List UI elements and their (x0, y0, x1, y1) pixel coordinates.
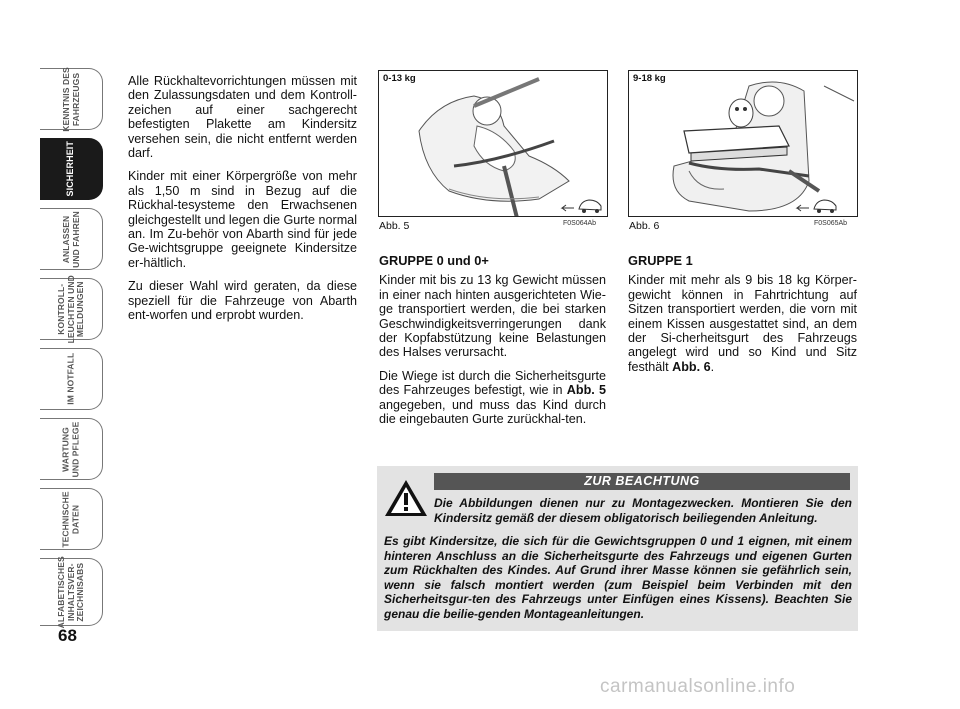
paragraph: Kinder mit einer Körpergröße von mehr als 1,50 m sind in Bezug auf die Rückhal-tesysteme den Erwachsenen gleichgestellt und legen die Gurte normal an. Im Zu-behör von Abarth sind für jede Ge-wichtsgruppe geeignete Kindersitze er-hältlich. (128, 169, 357, 270)
car-direction-icon (562, 200, 601, 213)
warning-text: Es gibt Kindersitze, die sich für die Gewichtsgruppen 0 und 1 eignen, mit einem hinteren Anschluss an die Sicherheitsgurte des Fahrzeugs und eigenen Gurten zum Rückhalten des Kindes. Auf Grund ihrer Masse können sie gefährlich sein, wenn sie falsch montiert werden (zum Beispiel beim Verbinden mit den Sicherheitsgur-ten des Fahrzeugs unter Einfügen eines Kissens). Beachten Sie genau die beilie-genden Montageanleitungen. (384, 534, 852, 621)
tab-anlassen-und-fahren[interactable] (40, 208, 103, 270)
figure-reference: Abb. 6 (672, 359, 711, 374)
group-1-column (628, 254, 857, 383)
watermark: carmanualsonline.info (600, 676, 796, 697)
warning-text: Die Abbildungen dienen nur zu Montagezwecken. Montieren Sie den Kindersitz gemäß der diesem obligatorisch beiliegenden Anleitung. (434, 496, 852, 525)
tab-label: SICHERHEIT (65, 141, 76, 197)
figure-code: F0S065Ab (814, 220, 848, 227)
tab-kenntnis-des-fahrzeugs[interactable] (40, 68, 103, 130)
figure-child-seat-cushion (628, 70, 858, 217)
warning-title: ZUR BEACHTUNG (434, 473, 850, 490)
tab-sicherheit[interactable] (40, 138, 103, 200)
car-direction-icon (797, 200, 836, 213)
weight-group-tag: 0-13 kg (383, 73, 416, 84)
figure-caption: Abb. 5 (379, 220, 410, 232)
intro-column (128, 74, 357, 332)
tab-inhaltsverzeichnis[interactable] (40, 555, 103, 629)
figure-infant-carrier (378, 70, 608, 217)
figure-caption: Abb. 6 (629, 220, 660, 232)
paragraph: Zu dieser Wahl wird geraten, da diese speziell für die Fahrzeuge von Abarth ent-worfen und erprobt wurden. (128, 279, 357, 323)
tab-label: TECHNISCHE DATEN (60, 490, 80, 548)
figure-code: F0S064Ab (563, 220, 597, 227)
tab-technische-daten[interactable] (40, 488, 103, 550)
text: Kinder mit mehr als 9 bis 18 kg Körper-gewicht können in Fahrtrichtung auf Sitzen transportiert werden, die vorn mit einem Kissen ausgestattet sind, an dem der Si-cherheitsgurt des Fahrzeugs angelegt wird und so Kind und Sitz festhält (628, 273, 857, 374)
warning-triangle-icon (383, 478, 429, 518)
section-heading: GRUPPE 1 (628, 253, 693, 268)
paragraph (628, 273, 857, 374)
figure-reference: Abb. 5 (566, 383, 606, 398)
tab-label: KENNTNIS DES FAHRZEUGS (60, 66, 80, 132)
paragraph: Kinder mit bis zu 13 kg Gewicht müssen in einer nach hinten ausgerichteten Wie-ge transportiert werden, die bei starken Geschwindigkeitsverringerungen dank der Kopfabstützung keine Belastungen des Halses verursacht. (379, 273, 606, 360)
weight-group-tag: 9-18 kg (633, 73, 666, 84)
paragraph: Alle Rückhaltevorrichtungen müssen mit den Zulassungsdaten und dem Kontroll-zeichen auf einer sachgerecht befestigten Plakette am Kindersitz versehen sein, die nicht entfernt werden darf. (128, 74, 357, 161)
tab-label: ALFABETISCHES INHALTSVER- ZEICHNISABS (55, 555, 85, 629)
child-seat-illustration (629, 71, 857, 216)
tab-wartung-und-pflege[interactable] (40, 418, 103, 480)
page-number: 68 (58, 626, 77, 645)
text: angegeben, und muss das Kind durch die eingebauten Gurte zurückhal-ten. (379, 397, 606, 427)
section-heading: GRUPPE 0 und 0+ (379, 253, 489, 268)
tab-label: IM NOTFALL (65, 353, 76, 405)
tab-label: WARTUNG UND PFLEGE (60, 421, 80, 477)
tab-label: KONTROLL- LEUCHTEN UND MELDUNGEN (55, 274, 85, 344)
tab-kontrollleuchten[interactable] (40, 274, 103, 344)
text: Die Wiege ist durch die Sicherheitsgurte des Fahrzeuges befestigt, wie in (379, 368, 606, 398)
tab-im-notfall[interactable] (40, 348, 103, 410)
tab-label: ANLASSEN UND FAHREN (60, 210, 80, 268)
paragraph (379, 369, 606, 427)
group-0-column (379, 254, 606, 435)
text: . (710, 359, 715, 374)
infant-carrier-illustration (379, 71, 607, 216)
